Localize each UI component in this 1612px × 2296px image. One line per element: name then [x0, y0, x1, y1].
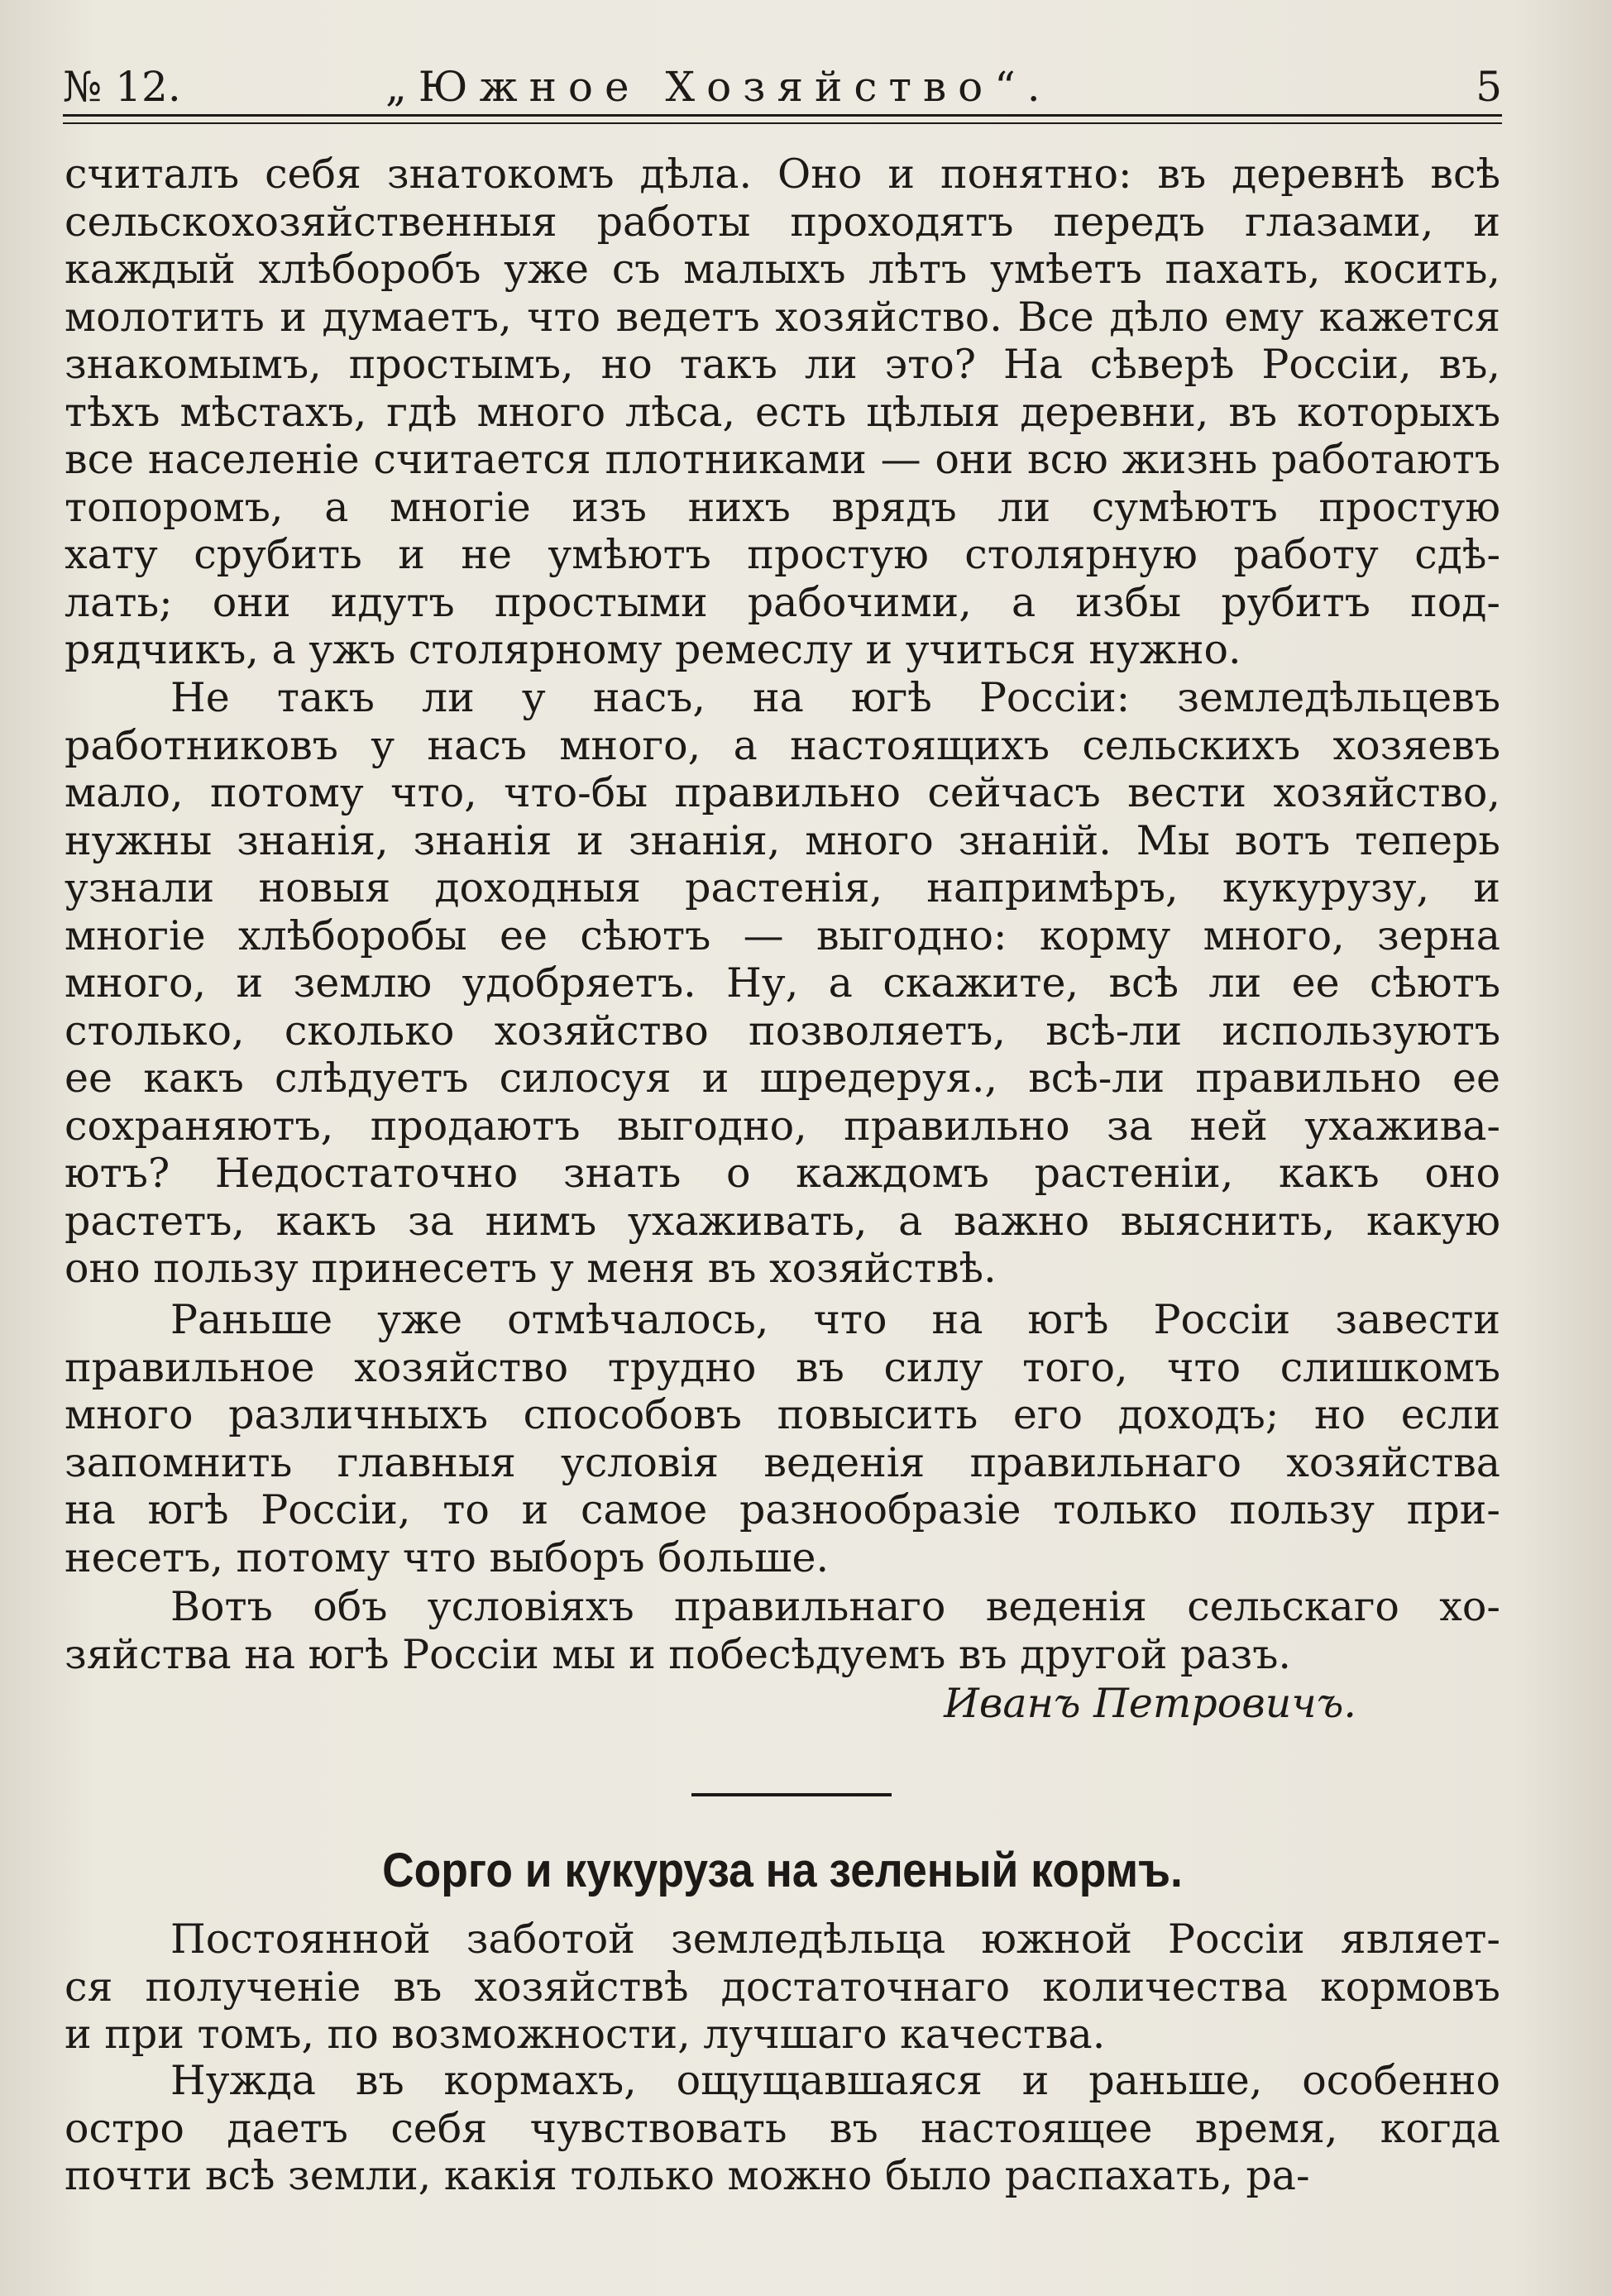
text-line: мало, потому что, что-бы правильно сейчасъ вести хозяйство, [65, 769, 1500, 816]
issue-number: № 12. [63, 63, 181, 111]
text-line: растетъ, какъ за нимъ ухаживать, а важно выяснить, какую [65, 1197, 1500, 1245]
text-line: и при томъ, по возможности, лучшаго качества. [65, 2011, 1106, 2058]
text-line: на югѣ Россіи, то и самое разнообразіе только пользу при- [65, 1486, 1500, 1533]
paragraph-1 [65, 151, 1500, 674]
text-line: работниковъ у насъ много, а настоящихъ сельскихъ хозяевъ [65, 721, 1500, 769]
text-line: все населеніе считается плотниками — они всю жизнь работаютъ [65, 436, 1500, 483]
journal-title: „Южное Хозяйство“. [385, 63, 1052, 111]
text-line: ее какъ слѣдуетъ силосуя и шредеруя., всѣ-ли правильно ее [65, 1055, 1500, 1102]
text-line: многіе хлѣборобы ее сѣютъ — выгодно: корму много, зерна [65, 911, 1500, 959]
text-line: Не такъ ли у насъ, на югѣ Россіи: земледѣльцевъ [170, 674, 1500, 721]
text-line: каждый хлѣборобъ уже съ малыхъ лѣтъ умѣетъ пахать, косить, [65, 246, 1500, 293]
text-line: сохраняютъ, продаютъ выгодно, правильно за ней ухажива- [65, 1102, 1500, 1150]
text-line: тѣхъ мѣстахъ, гдѣ много лѣса, есть цѣлыя деревни, въ которыхъ [65, 388, 1500, 436]
text-line: Раньше уже отмѣчалось, что на югѣ Россіи завести [170, 1296, 1500, 1343]
text-line: знакомымъ, простымъ, но такъ ли это? На сѣверѣ Россіи, въ, [65, 341, 1500, 388]
paragraph-5 [65, 1916, 1500, 2059]
header-rule-bottom [63, 122, 1502, 124]
text-line: лать; они идутъ простыми рабочими, а избы рубитъ под- [65, 578, 1500, 626]
text-line: много различныхъ способовъ повысить его доходъ; но если [65, 1391, 1500, 1438]
text-line: много, и землю удобряетъ. Ну, а скажите, всѣ ли ее сѣютъ [65, 959, 1500, 1007]
text-line: оно пользу принесетъ у меня въ хозяйствѣ. [65, 1245, 997, 1292]
text-line: Постоянной заботой земледѣльца южной Россіи являет- [170, 1916, 1500, 1963]
text-line: топоромъ, а многіе изъ нихъ врядъ ли сумѣютъ простую [65, 483, 1500, 531]
author-signature: Иванъ Петровичъ. [944, 1680, 1356, 1727]
text-line: нужны знанія, знанія и знанія, много знаній. Мы вотъ теперь [65, 816, 1500, 864]
text-line: Нужда въ кормахъ, ощущавшаяся и раньше, особенно [170, 2057, 1500, 2104]
paragraph-4 [65, 1583, 1500, 1678]
page-header [63, 58, 1502, 116]
text-line: ся полученіе въ хозяйствѣ достаточнаго количества кормовъ [65, 1963, 1500, 2011]
text-line: молотить и думаетъ, что ведетъ хозяйство. Все дѣло ему кажется [65, 293, 1500, 341]
text-line: столько, сколько хозяйство позволяетъ, всѣ-ли используютъ [65, 1007, 1500, 1055]
text-line: почти всѣ земли, какія только можно было распахать, ра- [65, 2152, 1310, 2199]
paragraph-6 [65, 2057, 1500, 2200]
text-line: рядчикъ, а ужъ столярному ремеслу и учиться нужно. [65, 626, 1241, 673]
text-line: считалъ себя знатокомъ дѣла. Оно и понятно: въ деревнѣ всѣ [65, 151, 1500, 198]
text-line: хату срубить и не умѣютъ простую столярную работу сдѣ- [65, 531, 1500, 578]
section-separator [691, 1793, 892, 1796]
paragraph-3 [65, 1296, 1500, 1581]
text-line: несетъ, потому что выборъ больше. [65, 1533, 830, 1581]
page-number: 5 [1476, 63, 1502, 111]
text-line: остро даетъ себя чувствовать въ настоящее время, когда [65, 2104, 1500, 2152]
paragraph-2 [65, 674, 1500, 1293]
text-line: сельскохозяйственныя работы проходятъ передъ глазами, и [65, 198, 1500, 246]
text-line: правильное хозяйство трудно въ силу того, что слишкомъ [65, 1343, 1500, 1391]
text-line: зяйства на югѣ Россіи мы и побесѣдуемъ въ другой разъ. [65, 1630, 1291, 1678]
text-line: узнали новыя доходныя растенія, напримѣръ, кукурузу, и [65, 864, 1500, 911]
header-rule-top [63, 114, 1502, 117]
text-line: Вотъ объ условіяхъ правильнаго веденія сельскаго хо- [170, 1583, 1500, 1630]
text-line: запомнить главныя условія веденія правильнаго хозяйства [65, 1438, 1500, 1486]
article-heading: Сорго и кукуруза на зеленый кормъ. [382, 1844, 1183, 1897]
text-line: ютъ? Недостаточно знать о каждомъ растеніи, какъ оно [65, 1150, 1500, 1197]
